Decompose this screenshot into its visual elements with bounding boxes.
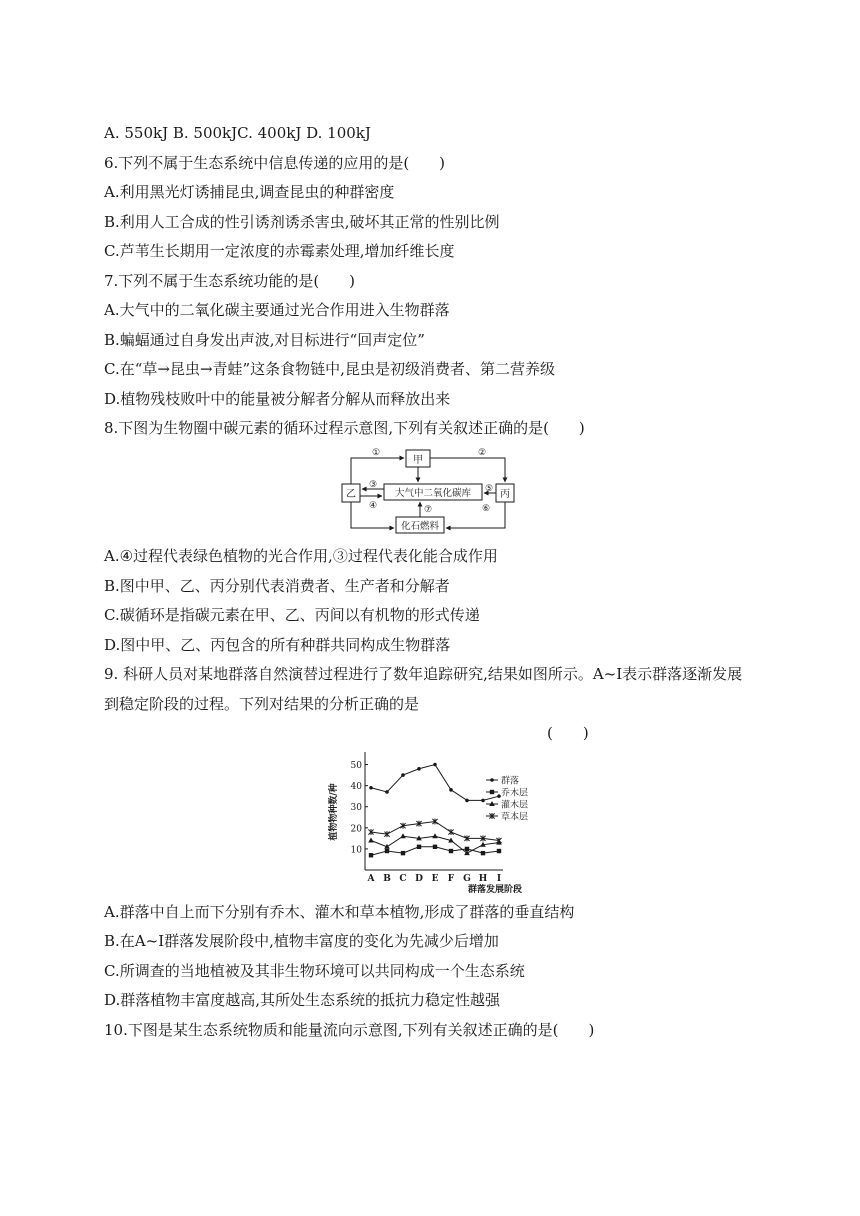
q6-option-b: B.利用人工合成的性引诱剂诱杀害虫,破坏其正常的性别比例 (104, 213, 500, 231)
data-point (432, 833, 438, 838)
x-tick-label: I (496, 874, 502, 884)
q7-option-b: B.蝙蝠通过自身发出声波,对目标进行“回声定位” (104, 331, 425, 349)
q6-option-c: C.芦苇生长期用一定浓度的赤霉素处理,增加纤维长度 (104, 242, 455, 260)
data-point (497, 849, 501, 853)
arrow-label-1: ① (371, 448, 381, 458)
x-tick-label: F (447, 874, 455, 884)
data-point (385, 849, 389, 853)
label-fossil-fuel: 化石燃料 (400, 521, 440, 532)
data-point (400, 833, 406, 838)
q7-stem: 7.下列不属于生态系统功能的是( ) (104, 272, 356, 290)
data-point (433, 763, 437, 767)
q9-option-c: C.所调查的当地植被及其非生物环境可以共同构成一个生态系统 (104, 962, 525, 980)
data-point (433, 845, 437, 849)
q9-stem-line1: 9. 科研人员对某地群落自然演替过程进行了数年追踪研究,结果如图所示。A~I表示群落逐渐发展 (104, 665, 743, 683)
data-point (369, 786, 373, 790)
q8-stem: 8.下图为生物圈中碳元素的循环过程示意图,下列有关叙述正确的是( ) (104, 419, 585, 437)
legend-entry: 灌木层 (501, 800, 529, 811)
data-point (417, 845, 421, 849)
data-point (490, 790, 494, 794)
data-point (481, 851, 485, 855)
q9-answer-paren: ( ) (547, 724, 589, 742)
data-point (448, 829, 453, 835)
x-tick-label: D (415, 874, 423, 884)
legend-entry: 草本层 (501, 812, 529, 823)
x-axis-label: 群落发展阶段 (467, 885, 523, 894)
q7-option-a: A.大气中的二氧化碳主要通过光合作用进入生物群落 (104, 301, 450, 319)
arrow-label-5: ⑤ (484, 484, 494, 494)
label-yi: 乙 (346, 489, 356, 500)
arrow-label-4: ④ (368, 501, 378, 511)
succession-line-chart (322, 744, 544, 894)
x-tick-label: E (431, 874, 439, 884)
y-axis-label: 植物物种数/种 (329, 783, 339, 841)
q9-stem-line2: 到稳定阶段的过程。下列对结果的分析正确的是 (104, 695, 420, 713)
arrow-label-3: ③ (368, 480, 378, 490)
q7-option-d: D.植物残枝败叶中的能量被分解者分解从而释放出来 (104, 390, 451, 408)
q8-option-a: A.④过程代表绿色植物的光合作用,③过程代表化能合成作用 (104, 547, 498, 565)
q10-stem: 10.下图是某生态系统物质和能量流向示意图,下列有关叙述正确的是( ) (104, 1021, 595, 1039)
data-point (490, 778, 494, 782)
q6-stem: 6.下列不属于生态系统中信息传递的应用的是( ) (104, 154, 446, 172)
q7-option-c: C.在“草→昆虫→青蛙”这条食物链中,昆虫是初级消费者、第二营养级 (104, 360, 555, 378)
q5-options: A. 550kJ B. 500kJC. 400kJ D. 100kJ (104, 124, 371, 142)
legend-entry: 乔木层 (501, 788, 529, 799)
q8-option-b: B.图中甲、乙、丙分别代表消费者、生产者和分解者 (104, 577, 450, 595)
x-tick-label: A (367, 874, 375, 884)
x-tick-label: C (399, 874, 407, 884)
q9-option-d: D.群落植物丰富度越高,其所处生态系统的抵抗力稳定性越强 (104, 991, 501, 1009)
q6-option-a: A.利用黑光灯诱捕昆虫,调查昆虫的种群密度 (104, 183, 395, 201)
x-tick-label: G (463, 874, 471, 884)
carbon-cycle-diagram (340, 444, 524, 536)
y-tick-label: 30 (350, 803, 362, 814)
data-point (401, 773, 405, 777)
q8-option-d: D.图中甲、乙、丙包含的所有种群共同构成生物群落 (104, 636, 451, 654)
label-co2-pool: 大气中二氧化碳库 (394, 488, 472, 499)
label-bing: 丙 (500, 489, 510, 500)
label-jia: 甲 (413, 455, 423, 466)
data-point (369, 853, 373, 857)
arrow-label-2: ② (477, 448, 487, 458)
series-line-0 (371, 765, 499, 801)
data-point (465, 799, 469, 803)
data-point (449, 849, 453, 853)
data-point (368, 837, 374, 842)
data-point (401, 851, 405, 855)
x-tick-label: B (383, 874, 391, 884)
y-tick-label: 20 (350, 824, 362, 835)
q8-option-c: C.碳循环是指碳元素在甲、乙、丙间以有机物的形式传递 (104, 606, 480, 624)
arrow-label-7: ⑦ (423, 505, 433, 515)
y-tick-label: 40 (350, 782, 362, 793)
q9-option-a: A.群落中自上而下分别有乔木、灌木和草本植物,形成了群落的垂直结构 (104, 903, 575, 921)
data-point (417, 767, 421, 771)
data-point (449, 788, 453, 792)
data-point (481, 799, 485, 803)
data-point (385, 790, 389, 794)
y-tick-label: 10 (350, 845, 362, 856)
x-tick-label: H (478, 874, 488, 884)
y-tick-label: 50 (350, 761, 362, 772)
q9-option-b: B.在A~I群落发展阶段中,植物丰富度的变化为先减少后增加 (104, 932, 499, 950)
legend-entry: 群落 (501, 776, 520, 787)
arrow-label-6: ⑥ (481, 504, 491, 514)
